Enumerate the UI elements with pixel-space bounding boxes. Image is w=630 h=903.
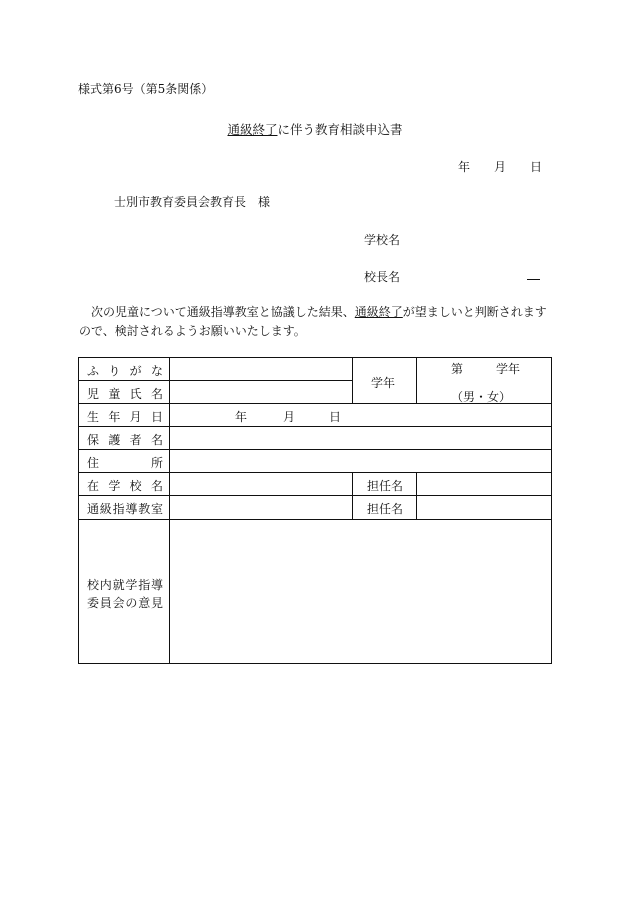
teacher-label-resource-room: 担任名 — [367, 502, 404, 516]
body-line-1-underlined: 通級終了 — [354, 305, 403, 319]
school-name-label: 学校名 — [364, 233, 401, 247]
title-underlined: 通級終了 — [227, 122, 278, 137]
birth-day-label: 日 — [329, 410, 342, 424]
birth-year-label: 年 — [235, 410, 248, 424]
label-guardian: 保 護 者 名 — [87, 433, 163, 447]
body-line-2: ので、検討されるようお願いいたします。 — [79, 324, 306, 338]
gender-label: （男・女） — [451, 390, 512, 404]
date-month-label: 月 — [494, 160, 507, 174]
title-rest: に伴う教育相談申込書 — [277, 122, 403, 137]
seal-line — [527, 279, 540, 280]
label-furigana: ふ り が な — [87, 364, 163, 378]
application-table — [78, 357, 552, 664]
date-day-label: 日 — [530, 160, 543, 174]
form-number: 様式第6号（第5条関係） — [78, 82, 214, 96]
label-address: 住 所 — [87, 456, 163, 470]
body-line-1 — [91, 303, 561, 322]
body-line-1a: 次の児童について通級指導教室と協議した結果、 — [91, 305, 355, 319]
body-line-1b: が望ましいと判断されます — [402, 305, 547, 319]
grade-dai: 第 — [451, 362, 464, 376]
label-committee-line-2: 委 員 会 の 意 見 — [87, 596, 163, 610]
label-child-name: 児 童 氏 名 — [87, 387, 163, 401]
date-year-label: 年 — [458, 160, 471, 174]
document-title — [0, 120, 630, 138]
label-enrolled-school: 在 学 校 名 — [87, 479, 163, 493]
label-resource-room: 通 級 指 導 教 室 — [87, 502, 163, 516]
body-text — [79, 303, 561, 341]
label-birthdate: 生 年 月 日 — [87, 410, 163, 424]
teacher-label-school: 担任名 — [367, 479, 404, 493]
label-committee-line-1: 校 内 就 学 指 導 — [87, 578, 163, 592]
grade-year-label: 学年 — [496, 362, 521, 376]
birth-month-label: 月 — [283, 410, 296, 424]
principal-name-label: 校長名 — [364, 270, 401, 284]
recipient: 士別市教育委員会教育長 様 — [114, 195, 271, 209]
grade-label: 学年 — [371, 376, 396, 390]
